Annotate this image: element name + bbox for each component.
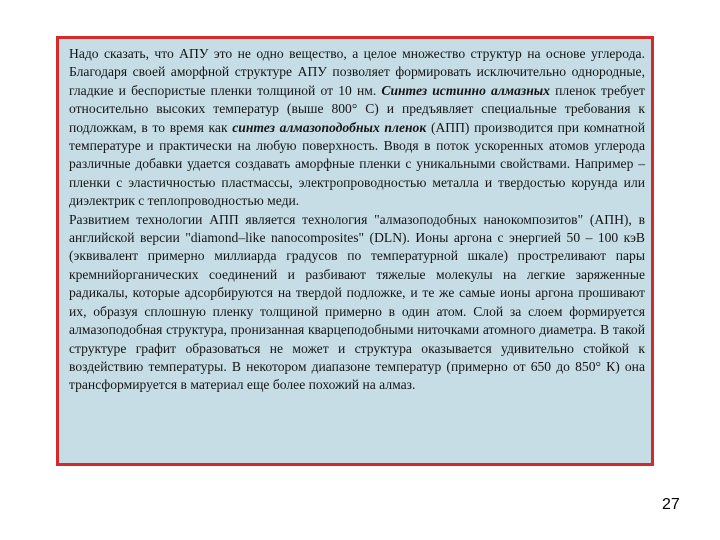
paragraph-1-part-2: пленок требует относительно высоких температур (выше 800° С) и предъявляет специальные требования к подложкам, в то время как	[69, 82, 645, 135]
paragraph-2: Развитием технологии АПП является технология "алмазоподобных нанокомпозитов" (АПН), в английской версии "diamond–like nanocomposites" (DLN). Ионы аргона с энергией 50 – 100 кэВ (эквивалент примерно миллиарда градусов по температурной шкале) простреливают пары кремнийорганических соединений и разбивают тяжелые молекулы на легкие заряженные радикалы, которые адсорбируются на твердой подложке, и те же самые ионы аргона прошивают их, образуя сплошную пленку толщиной примерно в один атом. Слой за слоем формируется алмазоподобная структура, пронизанная кварцеподобными ниточками атомного диаметра. В такой структуре графит образоваться не может и структура оказывается удивительно стойкой к воздействию температуры. В некотором диапазоне температур (примерно от 650 до 850° К) она трансформируется в материал еще более похожий на алмаз.	[69, 211, 645, 393]
paragraph-1	[69, 45, 645, 211]
paragraph-1-part-3: (АПП) производится при комнатной температуре и практически на любую поверхность. Вводя в поток ускоренных атомов углерода различные добавки удается создавать аморфные пленки с уникальными свойствами. Например – пленки с эластичностью пластмассы, электропроводностью металла и твердостью корунда или диэлектрик с теплопроводностью меди.	[69, 119, 645, 209]
emphasis-dlc-synthesis: синтез алмазоподобных пленок	[232, 119, 427, 135]
paragraph-1-part-1: Надо сказать, что АПУ это не одно вещество, а целое множество структур на основе углерода. Благодаря своей аморфной структуре АПУ позволяет формировать исключительно однородные, гладкие и беспористые пленки толщиной от 10 нм.	[69, 46, 645, 98]
slide-body-text	[69, 45, 645, 395]
emphasis-true-diamond-synthesis: Синтез истинно алмазных	[381, 82, 550, 98]
page-number: 27	[662, 496, 680, 513]
slide-text-box	[56, 36, 654, 466]
